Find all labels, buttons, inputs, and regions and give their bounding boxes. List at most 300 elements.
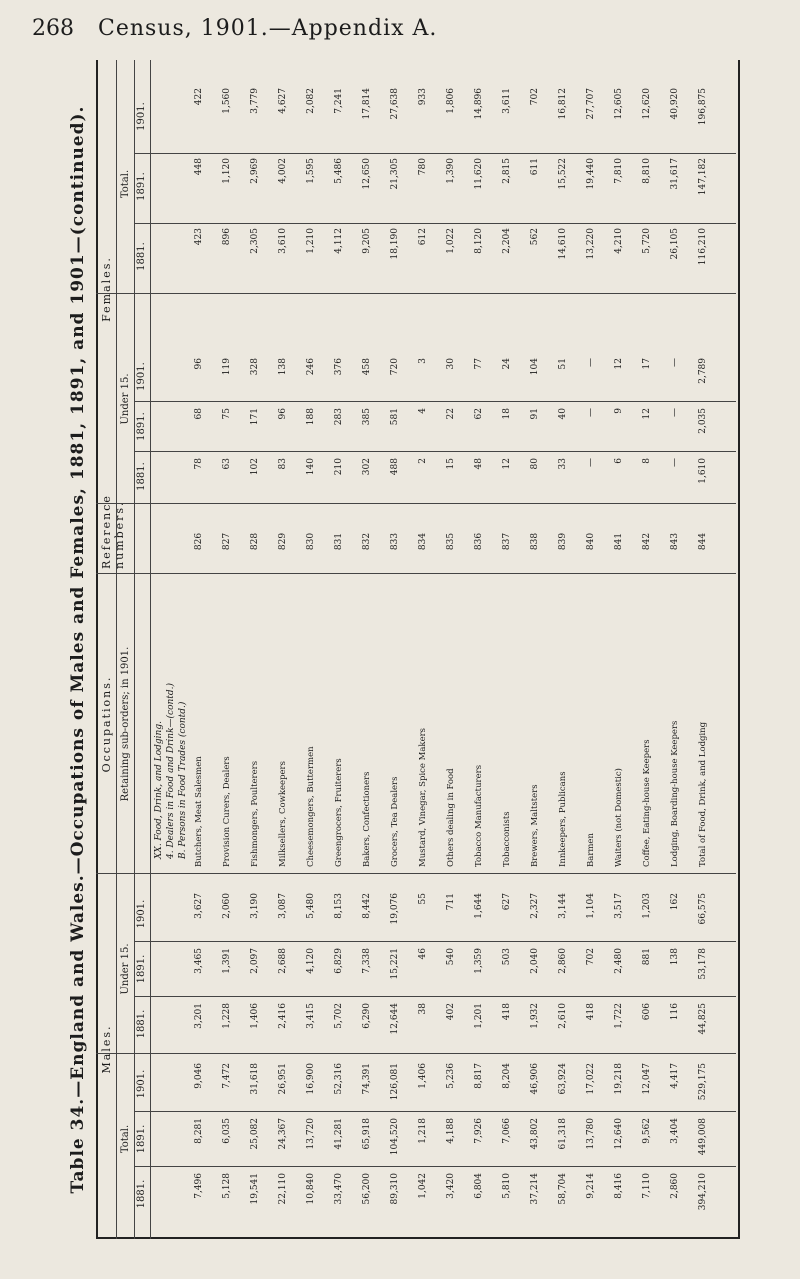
table-cell: 55 bbox=[418, 893, 428, 905]
table-cell: 1,359 bbox=[474, 948, 484, 974]
table-cell: 4,627 bbox=[278, 88, 288, 114]
occupation-label: Others dealing in Food bbox=[446, 768, 456, 867]
table-cell: 17,814 bbox=[362, 88, 372, 120]
occupation-label: Greengrocers, Fruiterers bbox=[334, 758, 344, 867]
table-cell: 19,541 bbox=[250, 1173, 260, 1205]
table-cell: 102 bbox=[250, 458, 260, 476]
table-cell: 15,522 bbox=[558, 158, 568, 190]
table-cell: 30 bbox=[446, 358, 456, 370]
table-cell: 171 bbox=[250, 408, 260, 426]
table-cell: 3,144 bbox=[558, 893, 568, 919]
table-cell: 9,046 bbox=[194, 1063, 204, 1089]
table-cell: 562 bbox=[530, 228, 540, 246]
table-cell: 7,241 bbox=[334, 88, 344, 114]
column-rule bbox=[134, 451, 736, 452]
table-cell: 702 bbox=[530, 88, 540, 106]
table-cell: 96 bbox=[194, 358, 204, 370]
reference-number: 827 bbox=[222, 532, 232, 551]
table-cell: 12 bbox=[502, 458, 512, 470]
table-cell: 17 bbox=[642, 358, 652, 370]
table-cell: 488 bbox=[390, 458, 400, 476]
table-cell: 5,810 bbox=[502, 1173, 512, 1199]
table-cell: 75 bbox=[222, 408, 232, 420]
table-cell: 26,105 bbox=[670, 228, 680, 260]
reference-number: 838 bbox=[530, 532, 540, 551]
table-cell: 53,178 bbox=[698, 948, 708, 980]
table-cell: 77 bbox=[474, 358, 484, 370]
table-cell: 188 bbox=[306, 408, 316, 426]
table-cell: 503 bbox=[502, 948, 512, 966]
table-cell: 104,520 bbox=[390, 1118, 400, 1156]
table-cell: 2,305 bbox=[250, 228, 260, 254]
table-cell: 40,920 bbox=[670, 88, 680, 120]
column-rule bbox=[134, 996, 736, 997]
table-cell: 12,047 bbox=[642, 1063, 652, 1095]
reference-number: 834 bbox=[418, 532, 428, 551]
table-cell: 8,416 bbox=[614, 1173, 624, 1199]
occupation-label: Bakers, Confectioners bbox=[362, 771, 372, 867]
reference-number: 833 bbox=[390, 532, 400, 551]
section-label: 4. Dealers in Food and Drink—(contd.) bbox=[166, 682, 176, 859]
table-cell: 46 bbox=[418, 948, 428, 960]
table-cell: 3,627 bbox=[194, 893, 204, 919]
table-cell: 1,932 bbox=[530, 1003, 540, 1029]
table-cell: 3,779 bbox=[250, 88, 260, 114]
column-rule bbox=[96, 573, 736, 574]
table-cell: 4,188 bbox=[446, 1118, 456, 1144]
reference-number: 844 bbox=[698, 532, 708, 551]
table-cell: 1,218 bbox=[418, 1118, 428, 1144]
section-label: XX. Food, Drink, and Lodging. bbox=[154, 721, 164, 859]
table-cell: 46,906 bbox=[530, 1063, 540, 1095]
occupation-table bbox=[60, 60, 740, 1239]
table-cell: 62 bbox=[474, 408, 484, 420]
table-cell: 2,060 bbox=[222, 893, 232, 919]
table-cell: 78 bbox=[194, 458, 204, 470]
table-cell: 126,081 bbox=[390, 1063, 400, 1101]
column-rule bbox=[96, 503, 736, 504]
table-cell: 7,926 bbox=[474, 1118, 484, 1144]
table-cell: 91 bbox=[530, 408, 540, 420]
table-cell: 22 bbox=[446, 408, 456, 420]
column-rule bbox=[134, 941, 736, 942]
rule bbox=[150, 60, 151, 1239]
table-cell: 26,951 bbox=[278, 1063, 288, 1095]
table-cell: 61,318 bbox=[558, 1118, 568, 1150]
table-cell: 14,610 bbox=[558, 228, 568, 260]
table-cell: 11,620 bbox=[474, 158, 484, 190]
occupation-label: Butchers, Meat Salesmen bbox=[194, 756, 204, 867]
header-males: Males. bbox=[100, 1024, 113, 1074]
table-cell: 328 bbox=[250, 358, 260, 376]
table-cell: 19,440 bbox=[586, 158, 596, 190]
table-cell: 3,420 bbox=[446, 1173, 456, 1199]
header-year: 1881. bbox=[136, 1009, 147, 1039]
table-cell: 8,442 bbox=[362, 893, 372, 919]
column-rule bbox=[96, 1053, 736, 1054]
table-cell: 385 bbox=[362, 408, 372, 426]
header-year: 1901. bbox=[136, 102, 147, 131]
occupation-label: Tobacconists bbox=[502, 811, 512, 867]
reference-number: 840 bbox=[586, 532, 596, 551]
header-under15-males: Under 15. bbox=[120, 943, 131, 995]
table-cell: 529,175 bbox=[698, 1063, 708, 1101]
table-cell: 12 bbox=[614, 358, 624, 370]
table-cell: 2,327 bbox=[530, 893, 540, 919]
table-cell: — bbox=[670, 458, 680, 467]
reference-number: 826 bbox=[194, 532, 204, 551]
reference-number: 837 bbox=[502, 532, 512, 551]
table-cell: 896 bbox=[222, 228, 232, 246]
header-total-males: Total. bbox=[120, 1124, 131, 1154]
table-cell: 4,210 bbox=[614, 228, 624, 254]
table-cell: 12,640 bbox=[614, 1118, 624, 1150]
occupation-label: Mustard, Vinegar, Spice Makers bbox=[418, 727, 428, 867]
table-cell: 12,605 bbox=[614, 88, 624, 120]
table-cell: 31,617 bbox=[670, 158, 680, 190]
table-cell: 6,035 bbox=[222, 1118, 232, 1144]
table-cell: 7,066 bbox=[502, 1118, 512, 1144]
table-cell: 606 bbox=[642, 1003, 652, 1021]
rotated-table-region bbox=[60, 60, 740, 1239]
table-cell: 581 bbox=[390, 408, 400, 426]
table-cell: 210 bbox=[334, 458, 344, 476]
occupation-label: Provision Curers, Dealers bbox=[222, 756, 232, 867]
table-cell: 2,204 bbox=[502, 228, 512, 254]
table-cell: 74,391 bbox=[362, 1063, 372, 1095]
table-cell: 376 bbox=[334, 358, 344, 376]
reference-number: 829 bbox=[278, 532, 288, 551]
header-year: 1891. bbox=[136, 954, 147, 984]
table-cell: 1,210 bbox=[306, 228, 316, 254]
table-cell: 4,002 bbox=[278, 158, 288, 184]
table-cell: 5,480 bbox=[306, 893, 316, 919]
table-cell: 7,496 bbox=[194, 1173, 204, 1199]
table-cell: 4 bbox=[418, 408, 428, 414]
table-cell: 1,806 bbox=[446, 88, 456, 114]
table-cell: 3,465 bbox=[194, 948, 204, 974]
table-cell: — bbox=[586, 458, 596, 467]
table-cell: 51 bbox=[558, 358, 568, 370]
page-number: 268 bbox=[32, 16, 74, 41]
table-cell: 140 bbox=[306, 458, 316, 476]
occupation-label: Waiters (not Domestic) bbox=[614, 768, 624, 867]
table-cell: 1,595 bbox=[306, 158, 316, 184]
table-cell: 2,416 bbox=[278, 1003, 288, 1029]
occupation-label: Innkeepers, Publicans bbox=[558, 771, 568, 867]
table-cell: — bbox=[586, 408, 596, 417]
table-cell: 418 bbox=[586, 1003, 596, 1021]
table-cell: 6 bbox=[614, 458, 624, 464]
table-cell: 7,110 bbox=[642, 1173, 652, 1199]
table-cell: 1,203 bbox=[642, 893, 652, 919]
table-cell: 4,112 bbox=[334, 228, 344, 254]
table-cell: 22,110 bbox=[278, 1173, 288, 1205]
table-cell: 4,417 bbox=[670, 1063, 680, 1089]
reference-number: 841 bbox=[614, 532, 624, 551]
table-cell: 3 bbox=[418, 358, 428, 364]
column-rule bbox=[96, 873, 736, 874]
table-cell: 12 bbox=[642, 408, 652, 420]
reference-number: 828 bbox=[250, 532, 260, 551]
reference-number: 842 bbox=[642, 532, 652, 551]
table-cell: 96 bbox=[278, 408, 288, 420]
column-rule bbox=[134, 153, 736, 154]
table-cell: 27,638 bbox=[390, 88, 400, 120]
table-cell: 33,470 bbox=[334, 1173, 344, 1205]
table-cell: 8,810 bbox=[642, 158, 652, 184]
table-cell: 2,688 bbox=[278, 948, 288, 974]
table-cell: 1,406 bbox=[250, 1003, 260, 1029]
occupation-label: Cheesemongers, Buttermen bbox=[306, 746, 316, 867]
table-cell: 27,707 bbox=[586, 88, 596, 120]
table-cell: 138 bbox=[670, 948, 680, 966]
table-cell: 15,221 bbox=[390, 948, 400, 980]
header-total-females: Total. bbox=[120, 169, 131, 199]
table-cell: 448 bbox=[194, 158, 204, 176]
table-cell: 2,860 bbox=[558, 948, 568, 974]
table-cell: 627 bbox=[502, 893, 512, 911]
table-cell: 5,486 bbox=[334, 158, 344, 184]
table-cell: 116,210 bbox=[698, 228, 708, 266]
table-title: Table 34.—England and Wales.—Occupations of Males and Females, 1881, 1891, and 1901—(continued). bbox=[68, 105, 88, 1194]
table-cell: 422 bbox=[194, 88, 204, 106]
table-cell: 2,969 bbox=[250, 158, 260, 184]
table-cell: 720 bbox=[390, 358, 400, 376]
table-cell: 449,008 bbox=[698, 1118, 708, 1156]
table-cell: 1,120 bbox=[222, 158, 232, 184]
table-cell: 3,517 bbox=[614, 893, 624, 919]
table-cell: 1,228 bbox=[222, 1003, 232, 1029]
table-cell: 13,220 bbox=[586, 228, 596, 260]
table-cell: 25,082 bbox=[250, 1118, 260, 1150]
table-cell: 17,022 bbox=[586, 1063, 596, 1095]
table-cell: 116 bbox=[670, 1003, 680, 1021]
section-label: B. Persons in Food Trades (contd.) bbox=[178, 701, 188, 859]
table-cell: 1,201 bbox=[474, 1003, 484, 1029]
header-year: 1891. bbox=[136, 172, 147, 201]
table-cell: 24,367 bbox=[278, 1118, 288, 1150]
table-cell: — bbox=[586, 358, 596, 367]
table-cell: 1,042 bbox=[418, 1173, 428, 1199]
table-cell: 10,840 bbox=[306, 1173, 316, 1205]
table-cell: 3,087 bbox=[278, 893, 288, 919]
table-cell: 196,875 bbox=[698, 88, 708, 126]
table-cell: 63,924 bbox=[558, 1063, 568, 1095]
table-cell: 37,214 bbox=[530, 1173, 540, 1205]
table-cell: 16,812 bbox=[558, 88, 568, 120]
table-cell: 4,120 bbox=[306, 948, 316, 974]
table-cell: 3,201 bbox=[194, 1003, 204, 1029]
table-cell: 14,896 bbox=[474, 88, 484, 120]
table-cell: 933 bbox=[418, 88, 428, 106]
table-cell: 283 bbox=[334, 408, 344, 426]
table-cell: 8,281 bbox=[194, 1118, 204, 1144]
column-rule bbox=[134, 1166, 736, 1167]
table-cell: 3,190 bbox=[250, 893, 260, 919]
table-cell: 302 bbox=[362, 458, 372, 476]
table-cell: 611 bbox=[530, 158, 540, 176]
table-cell: 9,214 bbox=[586, 1173, 596, 1199]
table-cell: 8,120 bbox=[474, 228, 484, 254]
table-cell: 41,281 bbox=[334, 1118, 344, 1150]
table-cell: 38 bbox=[418, 1003, 428, 1015]
header-year: 1891. bbox=[136, 1124, 147, 1154]
reference-number: 835 bbox=[446, 532, 456, 551]
reference-number: 831 bbox=[334, 532, 344, 551]
header-year: 1881. bbox=[136, 1179, 147, 1209]
table-cell: — bbox=[670, 408, 680, 417]
table-cell: 7,810 bbox=[614, 158, 624, 184]
table-cell: 52,316 bbox=[334, 1063, 344, 1095]
table-cell: 3,404 bbox=[670, 1118, 680, 1144]
table-cell: 5,236 bbox=[446, 1063, 456, 1089]
table-cell: 458 bbox=[362, 358, 372, 376]
table-cell: 138 bbox=[278, 358, 288, 376]
header-note: Retaining sub-orders; in 1901. bbox=[120, 646, 131, 802]
table-cell: 2,815 bbox=[502, 158, 512, 184]
table-cell: 147,182 bbox=[698, 158, 708, 196]
column-rule bbox=[96, 293, 736, 294]
header-under15-females: Under 15. bbox=[120, 373, 131, 425]
occupation-label: Tobacco Manufacturers bbox=[474, 764, 484, 867]
table-cell: 13,720 bbox=[306, 1118, 316, 1150]
table-cell: 83 bbox=[278, 458, 288, 470]
table-cell: 5,702 bbox=[334, 1003, 344, 1029]
table-cell: 246 bbox=[306, 358, 316, 376]
table-cell: 2,097 bbox=[250, 948, 260, 974]
column-rule bbox=[134, 401, 736, 402]
table-cell: 66,575 bbox=[698, 893, 708, 925]
reference-number: 839 bbox=[558, 532, 568, 551]
table-cell: 1,104 bbox=[586, 893, 596, 919]
occupation-label: Brewers, Maltsters bbox=[530, 784, 540, 867]
reference-number: 836 bbox=[474, 532, 484, 551]
table-cell: 8,153 bbox=[334, 893, 344, 919]
table-cell: 3,610 bbox=[278, 228, 288, 254]
table-cell: 780 bbox=[418, 158, 428, 176]
table-cell: 12,650 bbox=[362, 158, 372, 190]
table-cell: 48 bbox=[474, 458, 484, 470]
table-cell: 8 bbox=[642, 458, 652, 464]
table-cell: 12,620 bbox=[642, 88, 652, 120]
header-year: 1881. bbox=[136, 242, 147, 271]
occupation-label: Grocers, Tea Dealers bbox=[390, 776, 400, 867]
header-year: 1891. bbox=[136, 412, 147, 441]
header-occupations: Occupations. bbox=[100, 675, 113, 773]
table-cell: 2 bbox=[418, 458, 428, 464]
table-cell: 2,789 bbox=[698, 358, 708, 384]
table-cell: 423 bbox=[194, 228, 204, 246]
table-cell: 162 bbox=[670, 893, 680, 911]
header-females: Females. bbox=[100, 256, 113, 322]
table-cell: 2,860 bbox=[670, 1173, 680, 1199]
table-cell: 9,205 bbox=[362, 228, 372, 254]
table-cell: 5,720 bbox=[642, 228, 652, 254]
occupation-label: Total of Food, Drink, and Lodging bbox=[698, 721, 708, 867]
table-cell: 21,305 bbox=[390, 158, 400, 190]
table-cell: — bbox=[670, 358, 680, 367]
table-cell: 1,022 bbox=[446, 228, 456, 254]
rule bbox=[134, 60, 135, 1239]
table-cell: 1,722 bbox=[614, 1003, 624, 1029]
table-cell: 2,480 bbox=[614, 948, 624, 974]
table-cell: 2,035 bbox=[698, 408, 708, 434]
table-cell: 89,310 bbox=[390, 1173, 400, 1205]
table-cell: 104 bbox=[530, 358, 540, 376]
table-cell: 63 bbox=[222, 458, 232, 470]
occupation-label: Lodging, Boarding-house Keepers bbox=[670, 720, 680, 867]
table-cell: 56,200 bbox=[362, 1173, 372, 1205]
table-cell: 68 bbox=[194, 408, 204, 420]
table-cell: 16,900 bbox=[306, 1063, 316, 1095]
table-cell: 43,802 bbox=[530, 1118, 540, 1150]
header-year: 1901. bbox=[136, 899, 147, 929]
table-cell: 18 bbox=[502, 408, 512, 420]
table-cell: 13,780 bbox=[586, 1118, 596, 1150]
occupation-label: Milksellers, Cowkeepers bbox=[278, 761, 288, 867]
table-cell: 2,610 bbox=[558, 1003, 568, 1029]
header-year: 1901. bbox=[136, 1069, 147, 1099]
table-cell: 881 bbox=[642, 948, 652, 966]
table-cell: 5,128 bbox=[222, 1173, 232, 1199]
occupation-label: Barmen bbox=[586, 833, 596, 867]
table-cell: 3,415 bbox=[306, 1003, 316, 1029]
table-cell: 58,704 bbox=[558, 1173, 568, 1205]
reference-number: 830 bbox=[306, 532, 316, 551]
table-cell: 7,472 bbox=[222, 1063, 232, 1089]
table-cell: 18,190 bbox=[390, 228, 400, 260]
table-cell: 6,804 bbox=[474, 1173, 484, 1199]
column-rule bbox=[134, 223, 736, 224]
table-cell: 15 bbox=[446, 458, 456, 470]
header-year: 1901. bbox=[136, 362, 147, 391]
table-cell: 19,076 bbox=[390, 893, 400, 925]
table-cell: 44,825 bbox=[698, 1003, 708, 1035]
rule bbox=[116, 60, 117, 1239]
table-cell: 8,817 bbox=[474, 1063, 484, 1089]
running-title: Census, 1901.—Appendix A. bbox=[98, 16, 438, 41]
table-cell: 1,390 bbox=[446, 158, 456, 184]
occupation-label: Coffee, Eating-house Keepers bbox=[642, 739, 652, 867]
table-cell: 3,611 bbox=[502, 88, 512, 114]
header-ref-numbers: Reference numbers. bbox=[100, 494, 126, 569]
column-rule bbox=[134, 1111, 736, 1112]
table-cell: 2,082 bbox=[306, 88, 316, 114]
table-cell: 418 bbox=[502, 1003, 512, 1021]
table-cell: 9,562 bbox=[642, 1118, 652, 1144]
header-year: 1881. bbox=[136, 462, 147, 491]
reference-number: 843 bbox=[670, 532, 680, 551]
table-cell: 80 bbox=[530, 458, 540, 470]
table-cell: 2,040 bbox=[530, 948, 540, 974]
table-cell: 702 bbox=[586, 948, 596, 966]
table-cell: 8,204 bbox=[502, 1063, 512, 1089]
table-cell: 119 bbox=[222, 358, 232, 376]
table-cell: 612 bbox=[418, 228, 428, 246]
table-cell: 540 bbox=[446, 948, 456, 966]
table-cell: 65,918 bbox=[362, 1118, 372, 1150]
table-cell: 1,406 bbox=[418, 1063, 428, 1089]
table-cell: 9 bbox=[614, 408, 624, 414]
reference-number: 832 bbox=[362, 532, 372, 551]
occupation-label: Fishmongers, Poulterers bbox=[250, 760, 260, 867]
table-cell: 19,218 bbox=[614, 1063, 624, 1095]
table-cell: 1,560 bbox=[222, 88, 232, 114]
table-cell: 33 bbox=[558, 458, 568, 470]
table-cell: 40 bbox=[558, 408, 568, 420]
table-cell: 402 bbox=[446, 1003, 456, 1021]
